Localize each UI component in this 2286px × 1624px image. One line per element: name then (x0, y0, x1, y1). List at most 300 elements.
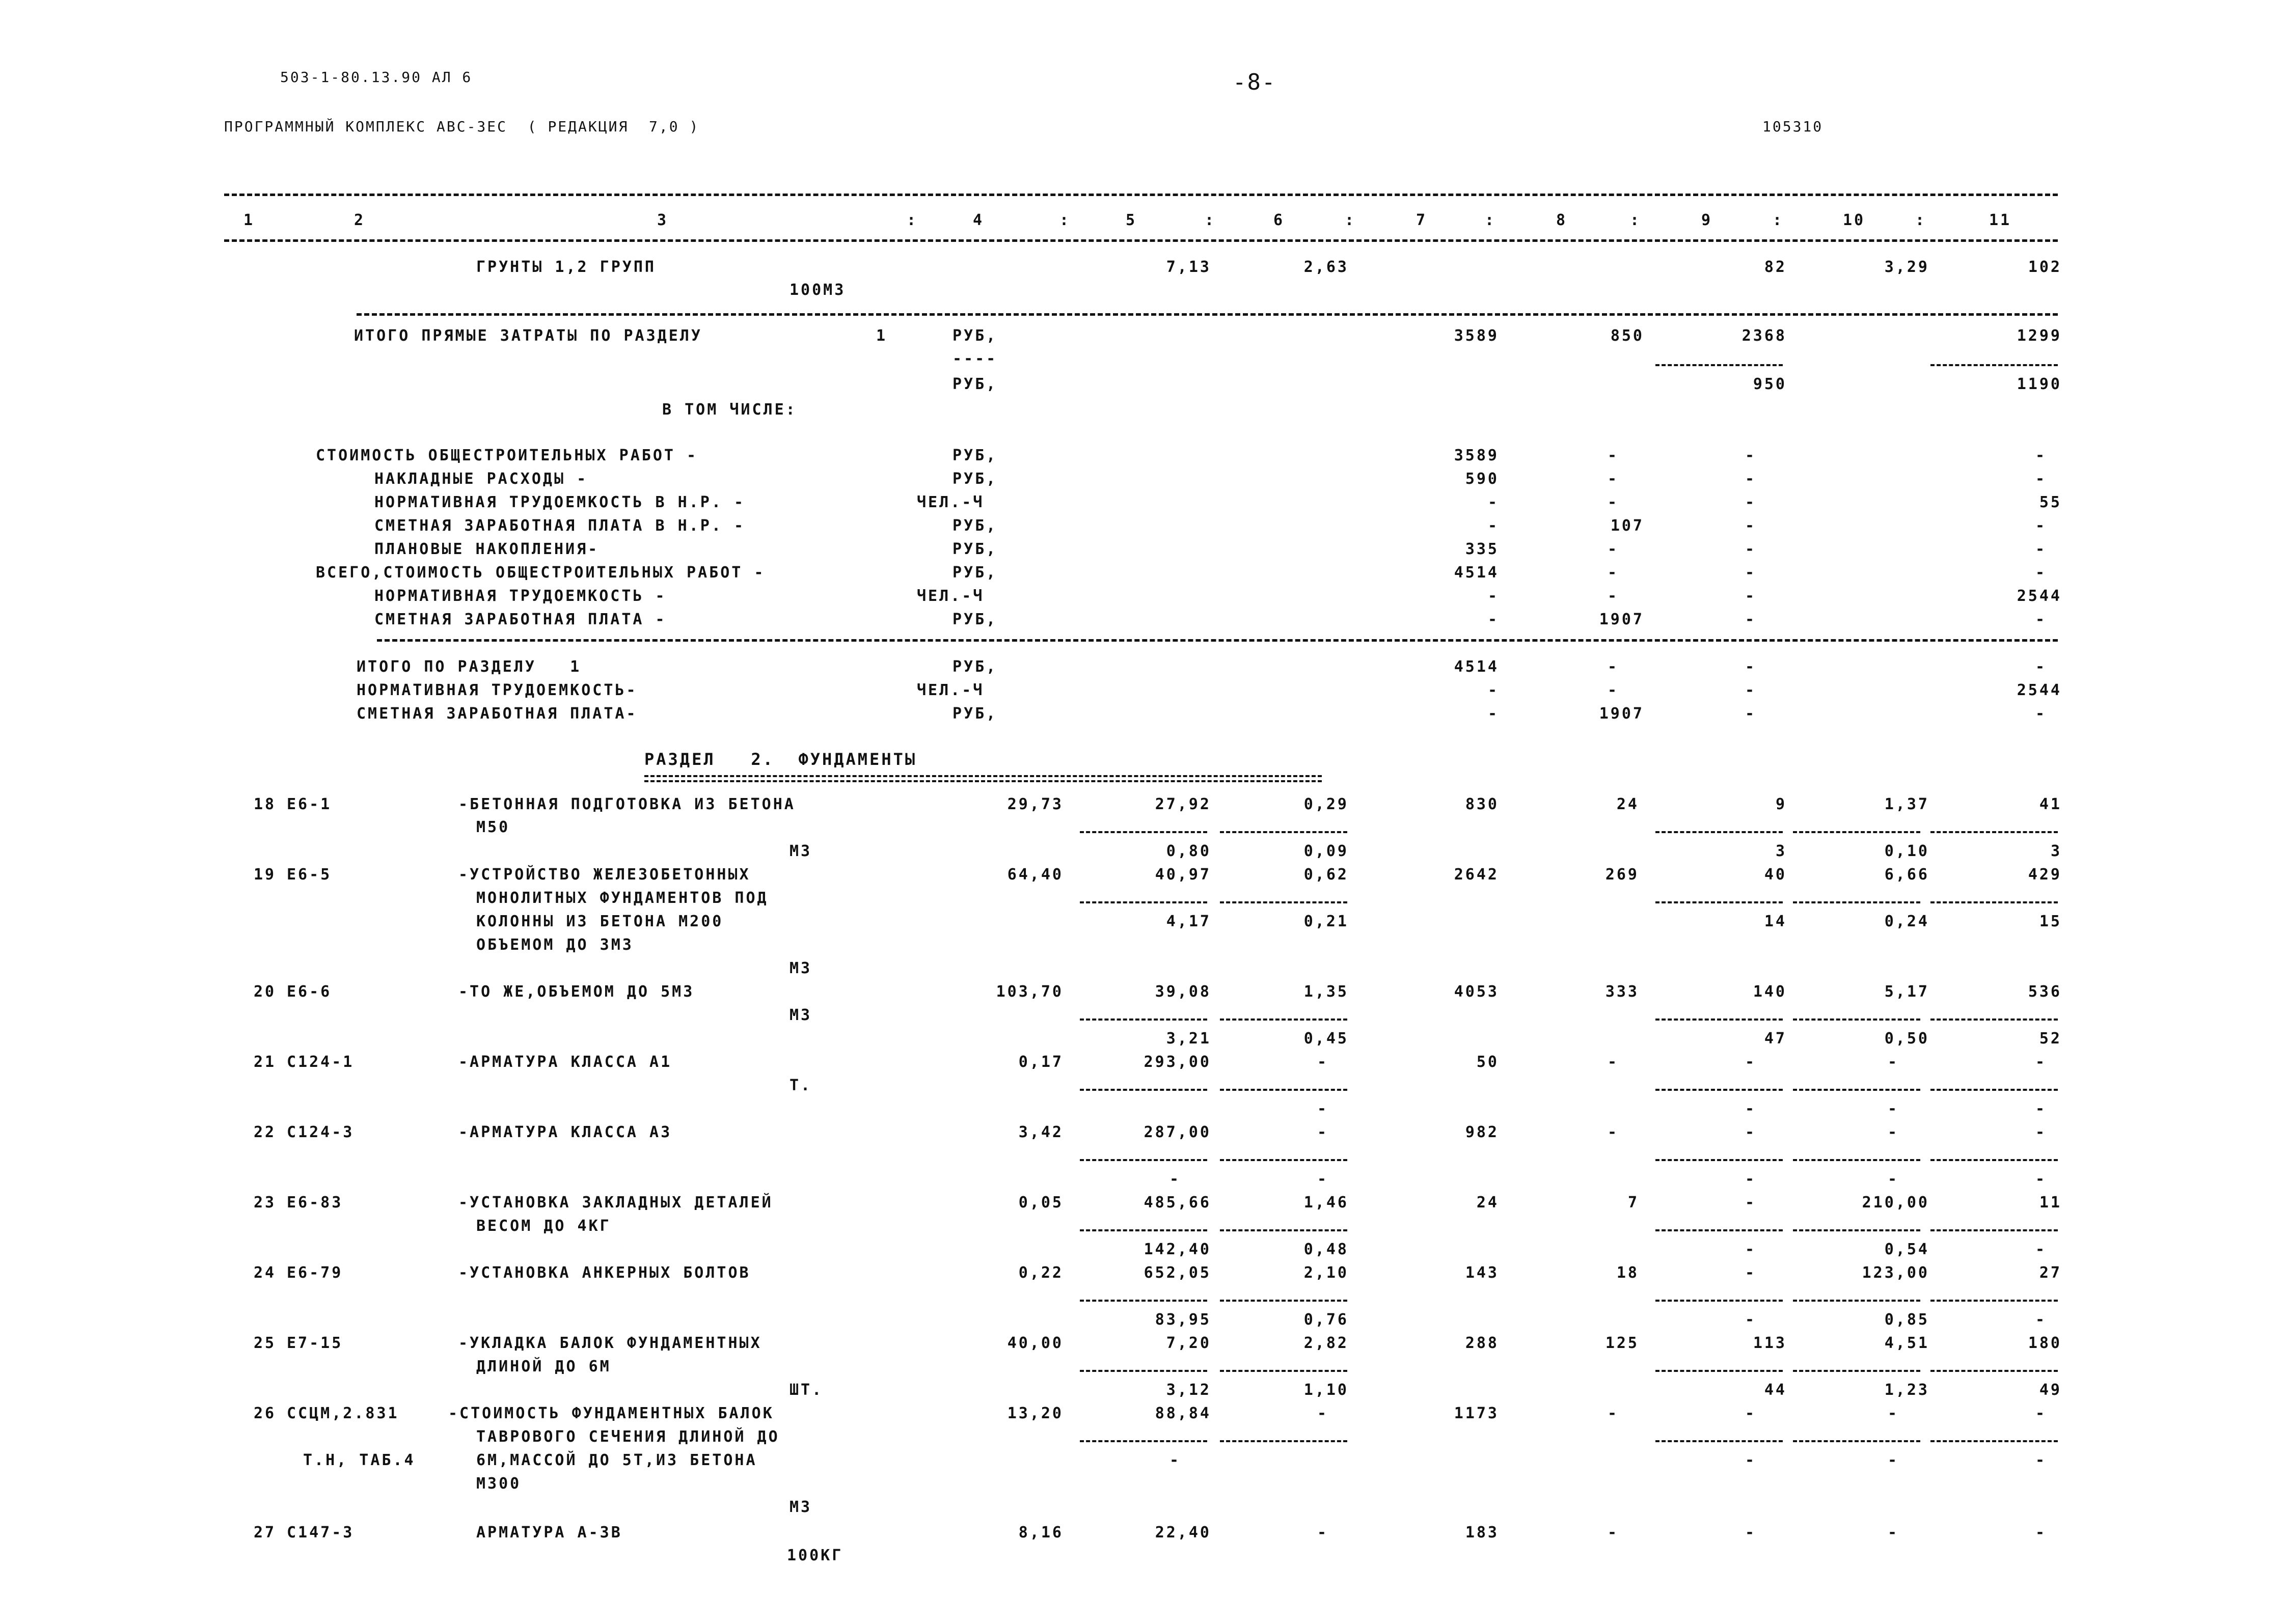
breakdown-label: НАКЛАДНЫЕ РАСХОДЫ - (374, 470, 588, 488)
cell-col11: 52 (2039, 1030, 2062, 1048)
cell-rule (1793, 1229, 1920, 1231)
cell-col11: - (2035, 1311, 2047, 1329)
unit-label: РУБ, (953, 470, 998, 488)
cell-col9: - (1745, 611, 1756, 628)
cell-rule (1220, 1229, 1347, 1231)
section-total-label: НОРМАТИВНАЯ ТРУДОЕМКОСТЬ- (357, 681, 638, 699)
cell-col5: 39,08 (1155, 983, 1211, 1001)
cell-rule (1655, 364, 1783, 366)
cell-col11: - (2035, 1451, 2047, 1469)
cell-col7: 590 (1465, 470, 1499, 488)
cell-rule (1655, 1300, 1783, 1302)
cell-col5: 22,40 (1155, 1524, 1211, 1542)
item-description: ВЕСОМ ДО 4КГ (476, 1217, 611, 1235)
cell-col4: 29,73 (1007, 795, 1064, 813)
cell-col6: 0,09 (1303, 842, 1349, 860)
item-number: 20 (254, 983, 277, 1001)
unit-label: Т. (790, 1077, 812, 1094)
cell-rule (1080, 1300, 1207, 1302)
cell-col7: 143 (1465, 1264, 1499, 1282)
cell-col6: 2,82 (1303, 1334, 1349, 1352)
cell-col5: 7,13 (1166, 258, 1211, 276)
cell-col10: 0,50 (1884, 1030, 1929, 1048)
cell-col10: 4,51 (1884, 1334, 1929, 1352)
cell-col4: 0,05 (1018, 1194, 1064, 1212)
column-number-10: 10 (1843, 211, 1866, 229)
cell-col7: 2642 (1454, 866, 1499, 884)
item-code: Е6-5 (287, 866, 332, 884)
unit-label: РУБ, (953, 564, 998, 582)
cell-rule (1220, 1300, 1347, 1302)
cell-col5: 485,66 (1144, 1194, 1211, 1212)
cell-col11: 27 (2039, 1264, 2062, 1282)
cell-col10: - (1887, 1170, 1899, 1188)
cell-col6: 0,29 (1303, 795, 1349, 813)
cell-col11: - (2035, 1053, 2047, 1071)
cell-rule (1080, 1370, 1207, 1372)
cell-col7: 830 (1465, 795, 1499, 813)
document-code: 503-1-80.13.90 АЛ 6 (280, 69, 473, 86)
cell-col10: 3,29 (1884, 258, 1929, 276)
item-description: М50 (476, 818, 510, 836)
cell-col8: 269 (1605, 866, 1639, 884)
cell-col8: - (1607, 540, 1619, 558)
program-line: ПРОГРАММНЫЙ КОМПЛЕКС АВС-3ЕС ( РЕДАКЦИЯ 7,0 ) (224, 118, 700, 135)
cell-col6: - (1317, 1170, 1328, 1188)
column-separator: : (1630, 211, 1642, 229)
cell-col6: 0,48 (1303, 1241, 1349, 1258)
cell-col9: - (1745, 493, 1756, 511)
unit-label: М3 (790, 1006, 812, 1024)
breakdown-label: СТОИМОСТЬ ОБЩЕСТРОИТЕЛЬНЫХ РАБОТ - (316, 447, 698, 464)
cell-col9: 2368 (1741, 327, 1787, 345)
item-code: Е7-15 (287, 1334, 343, 1352)
cell-col11: 49 (2039, 1381, 2062, 1399)
cell-col11: 102 (2028, 258, 2062, 276)
cell-col10: 0,10 (1884, 842, 1929, 860)
item-description: АРМАТУРА А-3В (476, 1524, 622, 1542)
cell-col9: - (1745, 564, 1756, 582)
cell-col7: 3589 (1454, 447, 1499, 464)
cell-rule (1930, 1440, 2058, 1442)
cell-col8: 125 (1605, 1334, 1639, 1352)
cell-col11: - (2035, 1241, 2047, 1258)
column-number-4: 4 (973, 211, 985, 229)
cell-col11: 2544 (2017, 681, 2062, 699)
cell-col5: 3,21 (1166, 1030, 1211, 1048)
cell-col7: 4053 (1454, 983, 1499, 1001)
item-description: М300 (476, 1475, 522, 1493)
cell-col7: 3589 (1454, 327, 1499, 345)
cell-col10: 123,00 (1862, 1264, 1929, 1282)
cell-col9: 82 (1764, 258, 1787, 276)
cell-col9: - (1745, 705, 1756, 723)
cell-rule (1930, 1370, 2058, 1372)
cell-col5: 83,95 (1155, 1311, 1211, 1329)
item-description: МОНОЛИТНЫХ ФУНДАМЕНТОВ ПОД (476, 889, 769, 907)
item-code: С124-3 (287, 1123, 355, 1141)
item-description: -АРМАТУРА КЛАССА А3 (458, 1123, 672, 1141)
cell-col10: - (1887, 1524, 1899, 1542)
cell-col6: 0,62 (1303, 866, 1349, 884)
section-total-label: СМЕТНАЯ ЗАРАБОТНАЯ ПЛАТА- (357, 705, 638, 723)
cell-rule (1655, 901, 1783, 903)
cell-col11: - (2035, 1170, 2047, 1188)
unit-label: РУБ, (953, 658, 998, 676)
page-number: -8- (1233, 69, 1276, 95)
cell-rule (1793, 1159, 1920, 1161)
cell-rule (1655, 1229, 1783, 1231)
unit-label: РУБ, (953, 375, 998, 393)
column-number-3: 3 (657, 211, 669, 229)
cell-col8: - (1607, 587, 1619, 605)
cell-col8: - (1607, 1405, 1619, 1422)
cell-col9: - (1745, 681, 1756, 699)
cell-col9: - (1745, 587, 1756, 605)
cell-col4: 64,40 (1007, 866, 1064, 884)
item-number: 27 (254, 1524, 277, 1542)
cell-rule (1080, 1229, 1207, 1231)
cell-col9: 40 (1764, 866, 1787, 884)
item-description: КОЛОННЫ ИЗ БЕТОНА М200 (476, 913, 724, 930)
cell-col7: 183 (1465, 1524, 1499, 1542)
cell-rule (1220, 1159, 1347, 1161)
item-description: ОБЪЕМОМ ДО 3М3 (476, 936, 634, 954)
cell-col11: - (2035, 611, 2047, 628)
cell-col5: - (1169, 1170, 1181, 1188)
cell-col9: - (1745, 1194, 1756, 1212)
cell-col8: - (1607, 493, 1619, 511)
item-code: ССЦМ,2.831 (287, 1405, 399, 1422)
cell-rule (1793, 1370, 1920, 1372)
table-top-rule (224, 194, 2058, 196)
unit-label: ЧЕЛ.-Ч (917, 493, 985, 511)
cell-col11: - (2035, 1100, 2047, 1118)
unit-label: ЧЕЛ.-Ч (917, 681, 985, 699)
column-number-9: 9 (1701, 211, 1713, 229)
cell-col11: - (2035, 447, 2047, 464)
cell-rule (1655, 1019, 1783, 1021)
cell-col11: 429 (2028, 866, 2062, 884)
cell-col6: - (1317, 1123, 1328, 1141)
cell-col6: - (1317, 1524, 1328, 1542)
cell-rule (1793, 1300, 1920, 1302)
cell-col6: 2,10 (1303, 1264, 1349, 1282)
total-direct-label: ИТОГО ПРЯМЫЕ ЗАТРАТЫ ПО РАЗДЕЛУ (354, 327, 702, 345)
cell-col8: 850 (1610, 327, 1644, 345)
cell-col10: 6,66 (1884, 866, 1929, 884)
item-code: Е6-79 (287, 1264, 343, 1282)
cell-col9: - (1745, 1524, 1756, 1542)
cell-rule (1930, 1229, 2058, 1231)
cell-col11: 180 (2028, 1334, 2062, 1352)
cell-col6: 0,45 (1303, 1030, 1349, 1048)
cell-col9: 47 (1764, 1030, 1787, 1048)
unit-label: М3 (790, 842, 812, 860)
column-separator: : (1485, 211, 1496, 229)
cell-col5: 40,97 (1155, 866, 1211, 884)
cell-col6: 2,63 (1303, 258, 1349, 276)
cell-col7: 288 (1465, 1334, 1499, 1352)
cell-rule (1080, 831, 1207, 833)
cell-col8: - (1607, 681, 1619, 699)
unit-label: РУБ, (953, 447, 998, 464)
cell-col5: 293,00 (1144, 1053, 1211, 1071)
cell-col9: - (1745, 1264, 1756, 1282)
cell-col11: - (2035, 1524, 2047, 1542)
cell-col11: 3 (2050, 842, 2062, 860)
column-number-8: 8 (1556, 211, 1568, 229)
cell-rule (1930, 1089, 2058, 1091)
cell-col11: - (2035, 705, 2047, 723)
cell-rule (1655, 1159, 1783, 1161)
item-code: Е6-6 (287, 983, 332, 1001)
cell-col11: - (2035, 564, 2047, 582)
unit-label: РУБ, (953, 540, 998, 558)
cell-col10: - (1887, 1451, 1899, 1469)
cell-col9: - (1745, 447, 1756, 464)
cell-rule (1080, 901, 1207, 903)
cell-col4: 0,22 (1018, 1264, 1064, 1282)
unit-separator: ---- (953, 350, 998, 368)
cell-col6: 0,21 (1303, 913, 1349, 930)
item-description: -ТО ЖЕ,ОБЪЕМОМ ДО 5М3 (458, 983, 695, 1001)
column-number-1: 1 (243, 211, 255, 229)
cell-col10: - (1887, 1405, 1899, 1422)
cell-rule (1793, 1019, 1920, 1021)
cell-col4: 103,70 (996, 983, 1064, 1001)
cell-col5: - (1169, 1451, 1181, 1469)
cell-col9: - (1745, 470, 1756, 488)
cell-col8: 107 (1610, 517, 1644, 535)
cell-rule (1930, 1300, 2058, 1302)
cell-col6: 1,46 (1303, 1194, 1349, 1212)
item-description: -АРМАТУРА КЛАССА А1 (458, 1053, 672, 1071)
cell-rule (1080, 1019, 1207, 1021)
cell-col10: 1,23 (1884, 1381, 1929, 1399)
cell-col9: 3 (1775, 842, 1787, 860)
cell-col4: 40,00 (1007, 1334, 1064, 1352)
column-number-5: 5 (1126, 211, 1137, 229)
cell-col10: - (1887, 1053, 1899, 1071)
cell-col4: 3,42 (1018, 1123, 1064, 1141)
cell-col5: 0,80 (1166, 842, 1211, 860)
cell-col11: 1299 (2017, 327, 2062, 345)
cell-col9: - (1745, 658, 1756, 676)
unit-label: РУБ, (953, 705, 998, 723)
cell-col5: 88,84 (1155, 1405, 1211, 1422)
cell-rule (1655, 1089, 1783, 1091)
cell-col9: - (1745, 1053, 1756, 1071)
unit-label: 100М3 (790, 281, 846, 299)
cell-col10: - (1887, 1100, 1899, 1118)
item-code: С147-3 (287, 1524, 355, 1542)
cell-col7: - (1487, 705, 1499, 723)
cell-rule (1220, 1019, 1347, 1021)
row-rule (357, 313, 2058, 316)
cell-col7: - (1487, 517, 1499, 535)
cell-col9: - (1745, 1123, 1756, 1141)
cell-rule (1080, 1159, 1207, 1161)
cell-col10: 0,24 (1884, 913, 1929, 930)
cell-col6: 1,10 (1303, 1381, 1349, 1399)
cell-col11: - (2035, 470, 2047, 488)
cell-rule (1220, 1089, 1347, 1091)
cell-col8: 7 (1627, 1194, 1639, 1212)
unit-label: М3 (790, 1498, 812, 1516)
cell-col5: 27,92 (1155, 795, 1211, 813)
cell-col11: 15 (2039, 913, 2062, 930)
cell-rule (1080, 1440, 1207, 1442)
column-number-6: 6 (1273, 211, 1285, 229)
cell-col10: 1,37 (1884, 795, 1929, 813)
breakdown-label: СМЕТНАЯ ЗАРАБОТНАЯ ПЛАТА В Н.Р. - (374, 517, 746, 535)
cell-col11: 11 (2039, 1194, 2062, 1212)
column-separator: : (907, 211, 918, 229)
item-number: 26 (254, 1405, 277, 1422)
cell-col9: - (1745, 1100, 1756, 1118)
cell-rule (1655, 1370, 1783, 1372)
cell-rule (1793, 1440, 1920, 1442)
cell-col8: - (1607, 1053, 1619, 1071)
cell-col9: 140 (1753, 983, 1787, 1001)
cell-rule (1930, 364, 2058, 366)
row-rule (377, 639, 2058, 642)
cell-col11: - (2035, 1123, 2047, 1141)
unit-label: ШТ. (790, 1381, 824, 1399)
cell-col6: 0,76 (1303, 1311, 1349, 1329)
cell-col6: - (1317, 1100, 1328, 1118)
item-code: Е6-83 (287, 1194, 343, 1212)
breakdown-label: НОРМАТИВНАЯ ТРУДОЕМКОСТЬ В Н.Р. - (374, 493, 746, 511)
cell-col11: - (2035, 540, 2047, 558)
work-description: ГРУНТЫ 1,2 ГРУПП (476, 258, 656, 276)
cell-rule (1930, 831, 2058, 833)
cell-rule (1793, 1089, 1920, 1091)
cell-col5: 4,17 (1166, 913, 1211, 930)
cell-col4: 13,20 (1007, 1405, 1064, 1422)
cell-rule (1793, 901, 1920, 903)
cell-col8: - (1607, 564, 1619, 582)
cell-rule (1930, 901, 2058, 903)
cell-col9: - (1745, 540, 1756, 558)
cell-col7: - (1487, 493, 1499, 511)
cell-rule (1220, 831, 1347, 833)
cell-col9: - (1745, 1451, 1756, 1469)
item-description: -БЕТОННАЯ ПОДГОТОВКА ИЗ БЕТОНА (458, 795, 796, 813)
cell-col7: - (1487, 587, 1499, 605)
cell-rule (1220, 1440, 1347, 1442)
cell-rule (1220, 901, 1347, 903)
column-separator: : (1773, 211, 1784, 229)
cell-col10: - (1887, 1123, 1899, 1141)
cell-col8: 333 (1605, 983, 1639, 1001)
item-description: -СТОИМОСТЬ ФУНДАМЕНТНЫХ БАЛОК (448, 1405, 774, 1422)
cell-col9: - (1745, 1405, 1756, 1422)
cell-rule (1655, 831, 1783, 833)
item-description: -УСТРОЙСТВО ЖЕЛЕЗОБЕТОННЫХ (458, 866, 751, 884)
section-title-underline (644, 775, 1322, 782)
cell-col10: 210,00 (1862, 1194, 1929, 1212)
section-title: РАЗДЕЛ 2. ФУНДАМЕНТЫ (644, 750, 917, 769)
item-number: 19 (254, 866, 277, 884)
cell-col7: 335 (1465, 540, 1499, 558)
breakdown-label: ВСЕГО,СТОИМОСТЬ ОБЩЕСТРОИТЕЛЬНЫХ РАБОТ - (316, 564, 766, 582)
cell-col10: 0,54 (1884, 1241, 1929, 1258)
cell-col5: 3,12 (1166, 1381, 1211, 1399)
cell-col8: 1907 (1599, 611, 1644, 628)
cell-col9: 44 (1764, 1381, 1787, 1399)
cell-col11: 1190 (2017, 375, 2062, 393)
cell-col4: 8,16 (1018, 1524, 1064, 1542)
item-number: 18 (254, 795, 277, 813)
cell-col9: - (1745, 1170, 1756, 1188)
cell-col8: - (1607, 1123, 1619, 1141)
cell-col9: 14 (1764, 913, 1787, 930)
cell-col8: - (1607, 1524, 1619, 1542)
cell-col8: 24 (1616, 795, 1639, 813)
unit-label: РУБ, (953, 611, 998, 628)
cell-rule (1220, 1370, 1347, 1372)
cell-col7: 24 (1476, 1194, 1499, 1212)
item-description: -УКЛАДКА БАЛОК ФУНДАМЕНТНЫХ (458, 1334, 762, 1352)
item-number: 23 (254, 1194, 277, 1212)
cell-col9: - (1745, 517, 1756, 535)
cell-col8: 18 (1616, 1264, 1639, 1282)
cell-col5: 287,00 (1144, 1123, 1211, 1141)
item-description: ТАВРОВОГО СЕЧЕНИЯ ДЛИНОЙ ДО (476, 1428, 780, 1446)
cell-col9: 950 (1753, 375, 1787, 393)
cell-col9: - (1745, 1311, 1756, 1329)
column-separator: : (1345, 211, 1356, 229)
section-total-label: ИТОГО ПО РАЗДЕЛУ 1 (357, 658, 582, 676)
section-number: 1 (876, 327, 888, 345)
cell-col7: 4514 (1454, 658, 1499, 676)
cell-rule (1930, 1159, 2058, 1161)
cell-col11: - (2035, 1405, 2047, 1422)
cell-col5: 652,05 (1144, 1264, 1211, 1282)
cell-col9: 9 (1775, 795, 1787, 813)
cell-col11: - (2035, 517, 2047, 535)
cell-col8: 1907 (1599, 705, 1644, 723)
cell-col9: - (1745, 1241, 1756, 1258)
item-number: 24 (254, 1264, 277, 1282)
cell-rule (1793, 831, 1920, 833)
breakdown-label: НОРМАТИВНАЯ ТРУДОЕМКОСТЬ - (374, 587, 667, 605)
unit-label: ЧЕЛ.-Ч (917, 587, 985, 605)
column-number-7: 7 (1416, 211, 1428, 229)
cell-col8: - (1607, 658, 1619, 676)
cell-col7: - (1487, 681, 1499, 699)
item-description: -УСТАНОВКА АНКЕРНЫХ БОЛТОВ (458, 1264, 751, 1282)
cell-col6: 1,35 (1303, 983, 1349, 1001)
cell-col5: 142,40 (1144, 1241, 1211, 1258)
cell-col10: 0,85 (1884, 1311, 1929, 1329)
item-code-reference: Т.Н, ТАБ.4 (303, 1451, 416, 1469)
cell-rule (1655, 1440, 1783, 1442)
cell-col8: - (1607, 447, 1619, 464)
item-number: 21 (254, 1053, 277, 1071)
including-heading: В ТОМ ЧИСЛЕ: (662, 401, 797, 419)
item-description: 6М,МАССОЙ ДО 5Т,ИЗ БЕТОНА (476, 1451, 757, 1469)
cell-col7: 982 (1465, 1123, 1499, 1141)
item-description: ДЛИНОЙ ДО 6М (476, 1358, 611, 1375)
cell-col5: 7,20 (1166, 1334, 1211, 1352)
unit-label: РУБ, (953, 517, 998, 535)
cell-col9: 113 (1753, 1334, 1787, 1352)
table-header-rule (224, 239, 2058, 242)
column-separator: : (1205, 211, 1216, 229)
